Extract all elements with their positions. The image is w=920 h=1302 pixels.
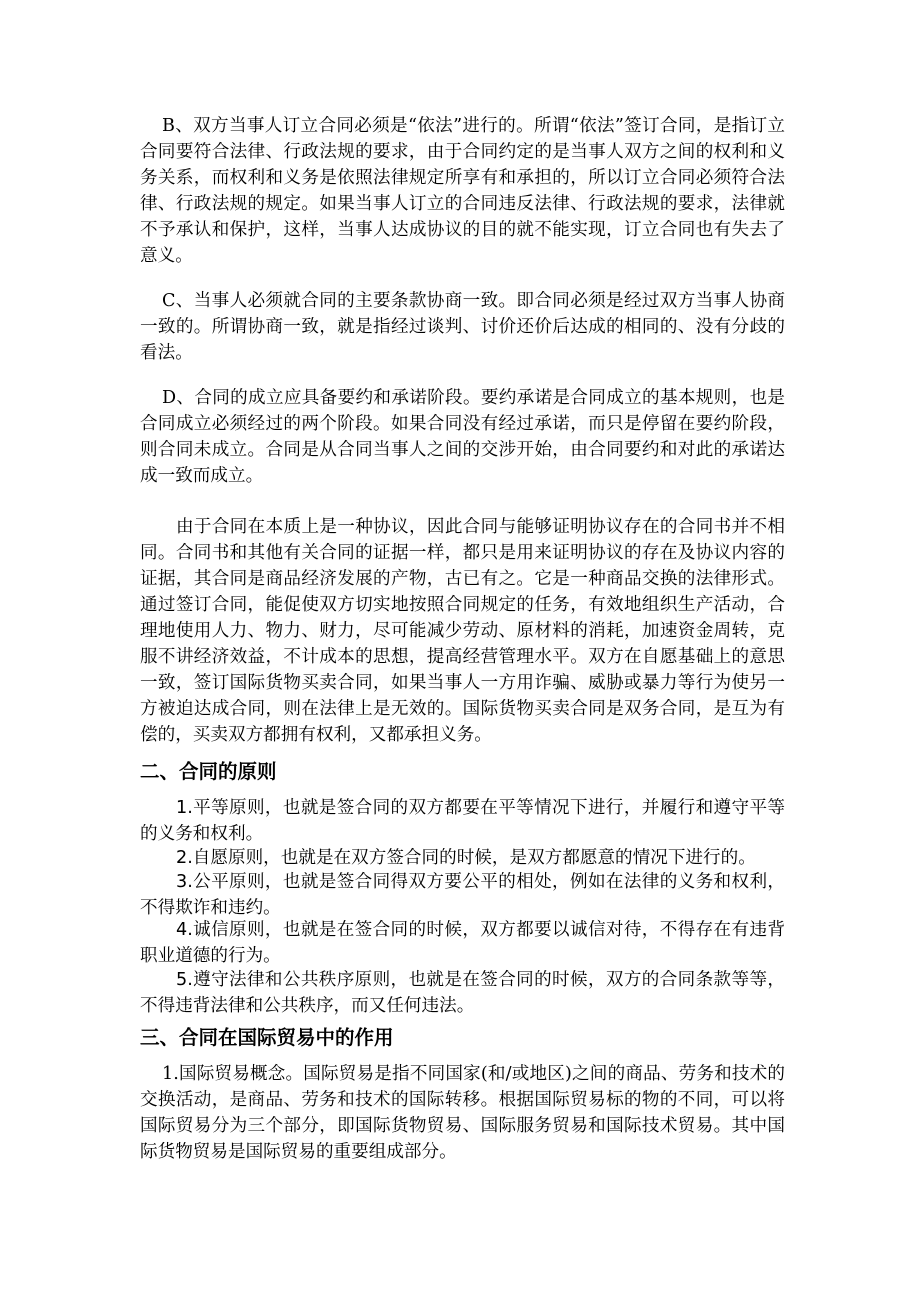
paragraph-d: D、合同的成立应具备要约和承诺阶段。要约承诺是合同成立的基本规则，也是合同成立必须经过的两个阶段。如果合同没有经过承诺，而只是停留在要约阶段，则合同未成立。合同是从合同当事人之间的交涉开始，由合同要约和对此的承诺达成一致而成立。 (140, 388, 785, 486)
item-number: 1. (176, 798, 193, 818)
principle-item-2 (140, 845, 785, 871)
section-heading-principles: 二、合同的原则 (140, 760, 277, 783)
principle-item-4 (140, 917, 785, 969)
item-number: 5. (176, 970, 193, 990)
item-number: 4. (176, 920, 193, 940)
item-text: 遵守法律和公共秩序原则，也就是在签合同的时候，双方的合同条款等等，不得违背法律和公共秩序，而又任何违法。 (140, 970, 785, 1016)
item-text: 诚信原则，也就是在签合同的时候，双方都要以诚信对待，不得存在有违背职业道德的行为。 (140, 920, 785, 966)
item-text: 平等原则，也就是签合同的双方都要在平等情况下进行，并履行和遵守平等的义务和权利。 (140, 798, 785, 844)
principle-item-1 (140, 795, 785, 847)
principle-item-3 (140, 869, 785, 921)
paragraph-b: B、双方当事人订立合同必须是“依法”进行的。所谓“依法”签订合同，是指订立合同要符合法律、行政法规的要求，由于合同约定的是当事人双方之间的权利和义务关系，而权利和义务是依照法律规定所享有和承担的，所以订立合同必须符合法律、行政法规的规定。如果当事人订立的合同违反法律、行政法规的要求，法律就不予承认和保护，这样，当事人达成协议的目的就不能实现，订立合同也有失去了意义。 (140, 116, 785, 266)
item-text: 自愿原则，也就是在双方签合同的时候，是双方都愿意的情况下进行的。 (192, 848, 756, 868)
principle-item-5 (140, 967, 785, 1019)
paragraph-contract-nature: 由于合同在本质上是一种协议，因此合同与能够证明协议存在的合同书并不相同。合同书和其他有关合同的证据一样，都只是用来证明协议的存在及协议内容的证据，其合同是商品经济发展的产物，古已有之。它是一种商品交换的法律形式。通过签订合同，能促使双方切实地按照合同规定的任务，有效地组织生产活动，合理地使用人力、物力、财力，尽可能减少劳动、原材料的消耗，加速资金周转，克服不讲经济效益，不计成本的思想，提高经营管理水平。双方在自愿基础上的意思一致，签订国际货物买卖合同，如果当事人一方用诈骗、威胁或暴力等行为使另一方被迫达成合同，则在法律上是无效的。国际货物买卖合同是双务合同，是互为有偿的，买卖双方都拥有权利，又都承担义务。 (140, 517, 785, 745)
item-number: 2. (176, 848, 193, 868)
paragraph-trade-concept: 1.国际贸易概念。国际贸易是指不同国家(和/或地区)之间的商品、劳务和技术的交换活动，是商品、劳务和技术的国际转移。根据国际贸易标的物的不同，可以将国际贸易分为三个部分，即国际货物贸易、国际服务贸易和国际技术贸易。其中国际货物贸易是国际贸易的重要组成部分。 (140, 1064, 785, 1162)
section-heading-role-in-trade: 三、合同在国际贸易中的作用 (140, 1026, 394, 1049)
paragraph-c: C、当事人必须就合同的主要条款协商一致。即合同必须是经过双方当事人协商一致的。所谓协商一致，就是指经过谈判、讨价还价后达成的相同的、没有分歧的看法。 (140, 291, 785, 363)
item-number: 3. (176, 872, 193, 892)
item-text: 公平原则，也就是签合同得双方要公平的相处，例如在法律的义务和权利，不得欺诈和违约。 (140, 872, 785, 918)
